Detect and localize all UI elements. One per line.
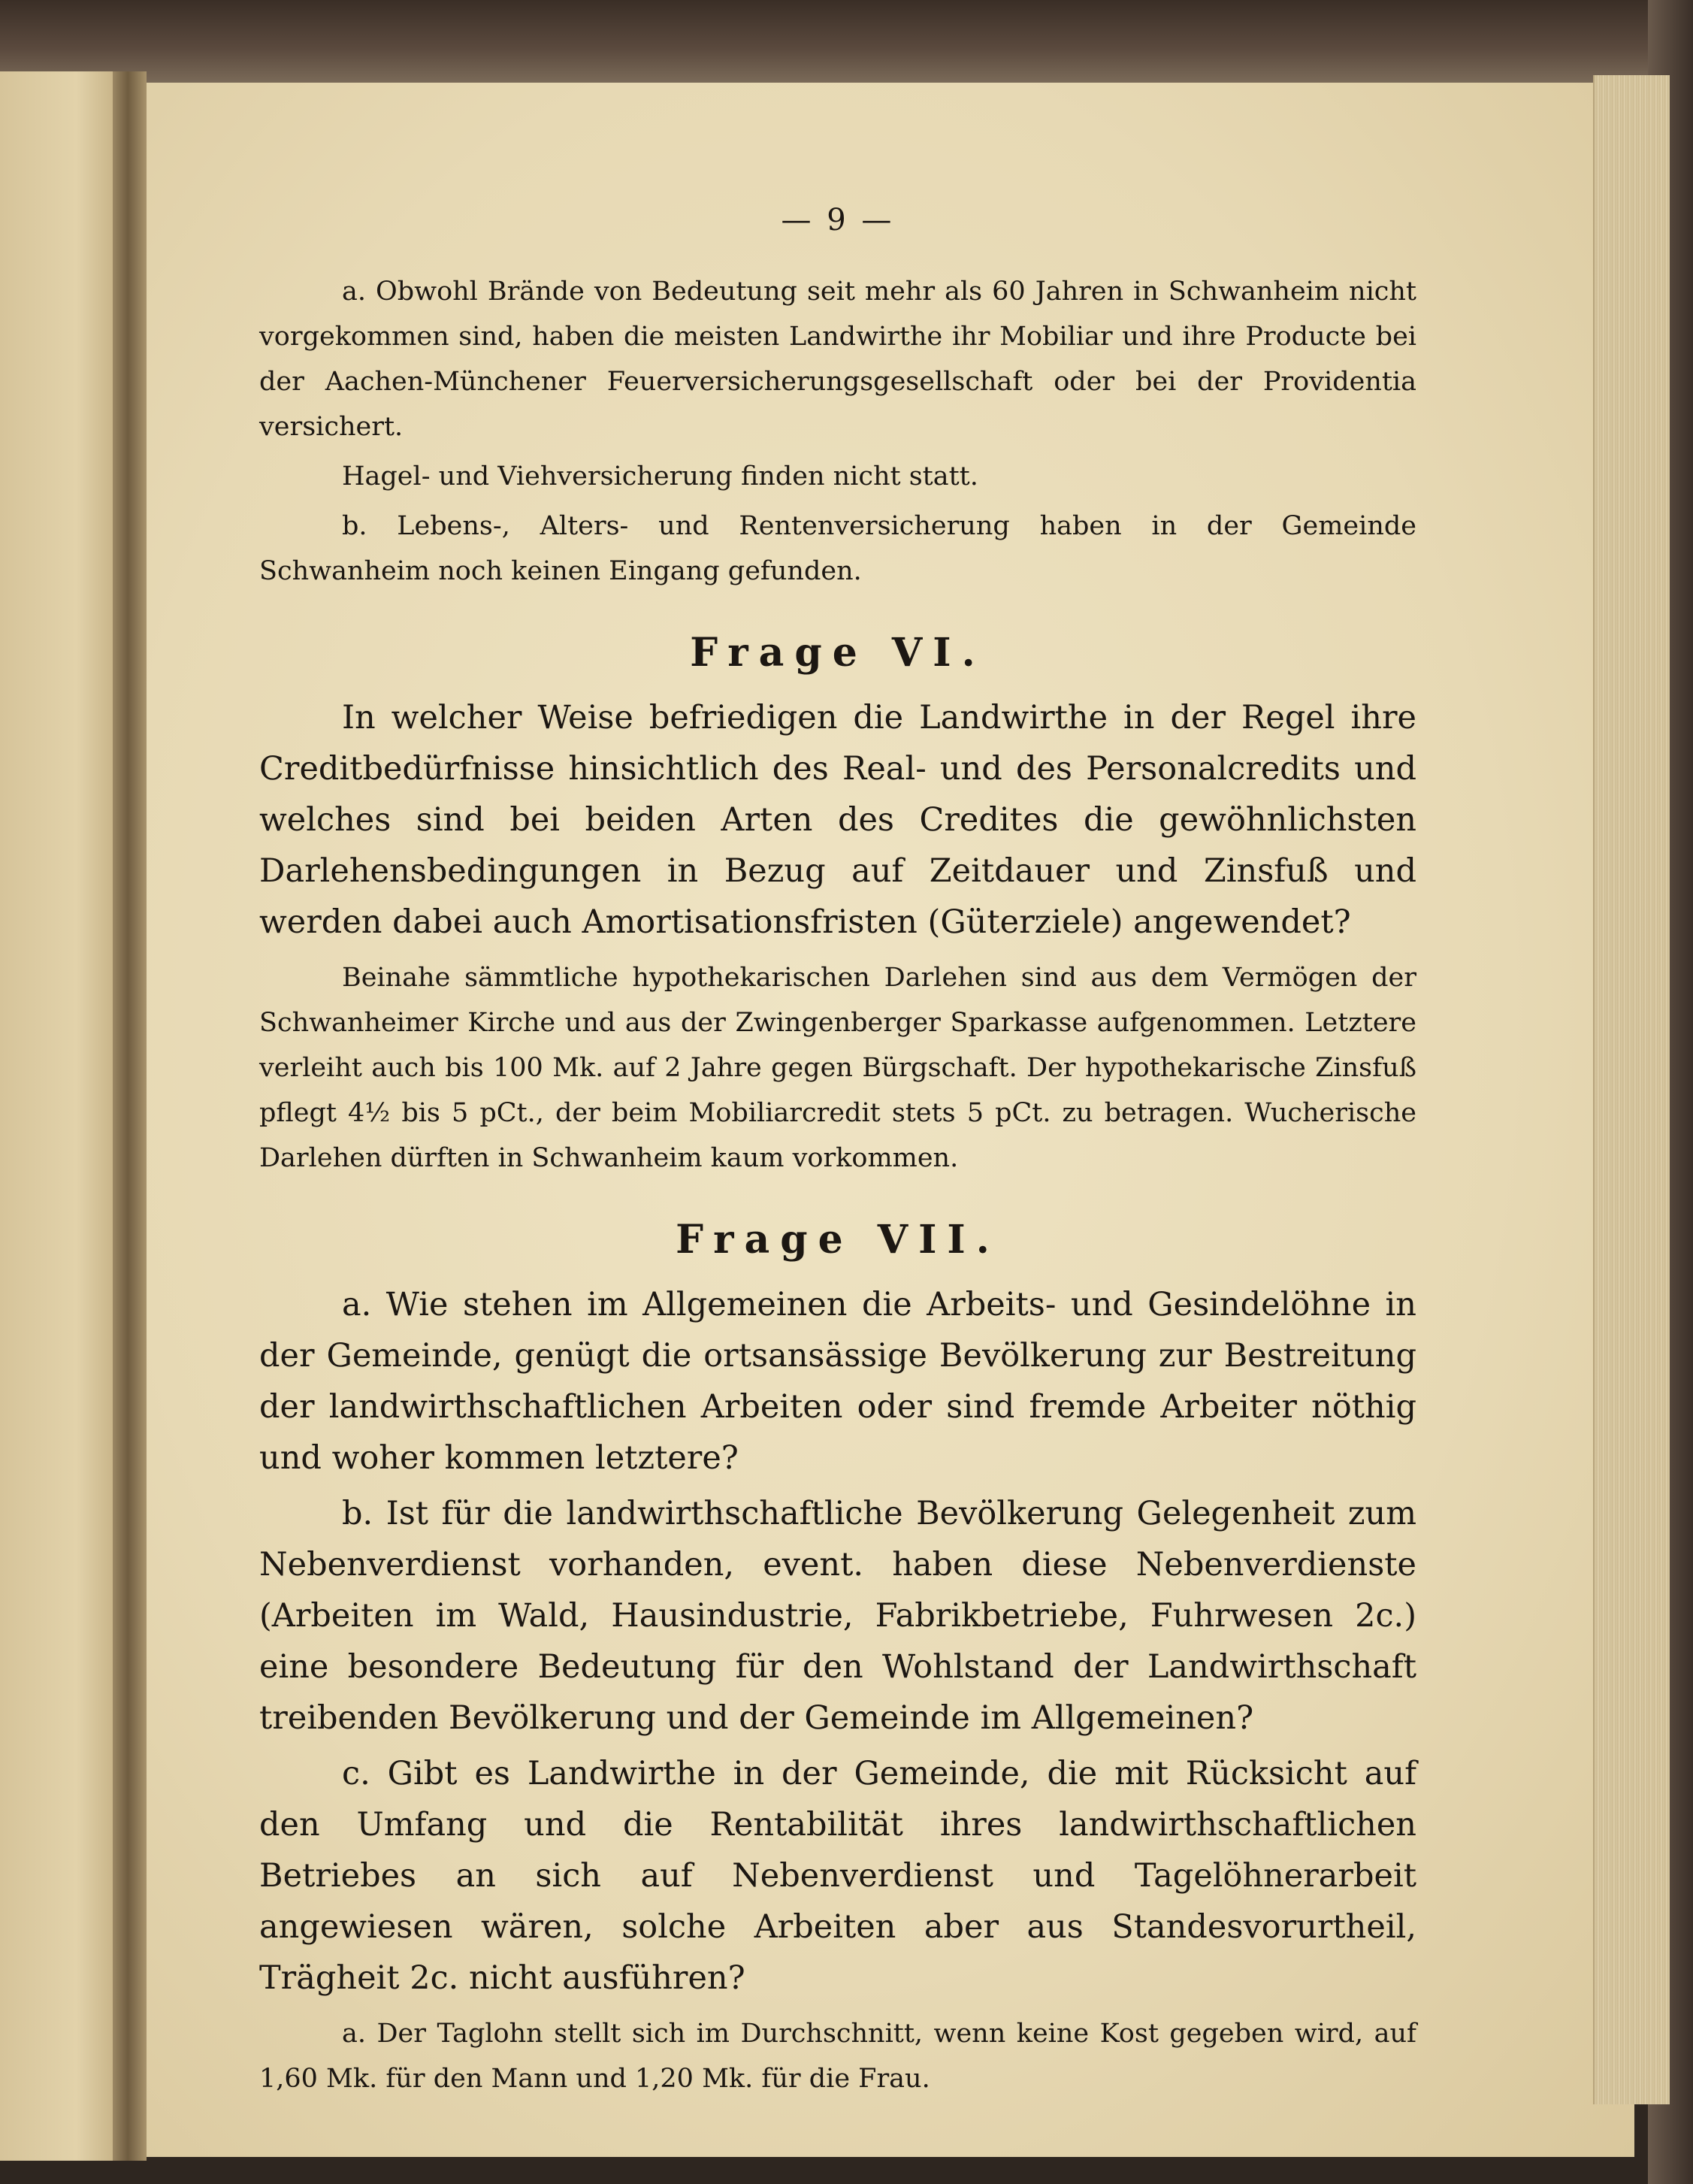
intro-answer-b: b. Lebens-, Alters- und Rentenversicherung haben in der Gemeinde Schwanheim noch keinen Eingang gefunden. bbox=[259, 511, 1416, 586]
page-number: — 9 — bbox=[781, 203, 895, 237]
page-fore-edge bbox=[1593, 75, 1670, 2104]
frage-vii-question-c: c. Gibt es Landwirthe in der Gemeinde, die mit Rücksicht auf den Umfang und die Rentabilität ihres landwirthschaftlichen Betriebes an sich auf Nebenverdienst und Tagelöhnerarbeit angewiesen wären, solche Arbeiten aber aus Standesvorurtheil, Trägheit 2c. nicht ausführen? bbox=[259, 1755, 1416, 1997]
frage-vii-answer-a: a. Der Taglohn stellt sich im Durchschnitt, wenn keine Kost gegeben wird, auf 1,60 Mk. für den Mann und 1,20 Mk. für die Frau. bbox=[259, 2019, 1416, 2094]
page-text bbox=[259, 203, 1416, 2101]
frage-vii-heading: Frage VII. bbox=[676, 1217, 1000, 1263]
frage-vi-heading: Frage VI. bbox=[690, 630, 986, 676]
intro-answer-a2: Hagel- und Viehversicherung finden nicht statt. bbox=[342, 461, 978, 492]
book-cover-top bbox=[0, 0, 1693, 83]
frage-vii-question-b: b. Ist für die landwirthschaftliche Bevölkerung Gelegenheit zum Nebenverdienst vorhanden, event. haben diese Nebenverdienste (Arbeiten im Wald, Hausindustrie, Fabrikbetriebe, Fuhrwesen 2c.) eine besondere Bedeutung für den Wohlstand der Landwirthschaft treibenden Bevölkerung und der Gemeinde im Allgemeinen? bbox=[259, 1495, 1416, 1737]
left-page-edge bbox=[0, 71, 128, 2161]
frage-vi-answer: Beinahe sämmtliche hypothekarischen Darlehen sind aus dem Vermögen der Schwanheimer Kirche und aus der Zwingenberger Sparkasse aufgenommen. Letztere verleiht auch bis 100 Mk. auf 2 Jahre gegen Bürgschaft. Der hypothekarische Zinsfuß pflegt 4½ bis 5 pCt., der beim Mobiliarcredit stets 5 pCt. zu betragen. Wucherische Darlehen dürften in Schwanheim kaum vorkommen. bbox=[259, 963, 1416, 1173]
intro-answer-a: a. Obwohl Brände von Bedeutung seit mehr als 60 Jahren in Schwanheim nicht vorgekommen sind, haben die meisten Landwirthe ihr Mobiliar und ihre Producte bei der Aachen-Münchener Feuerversicherungsgesellschaft oder bei der Providentia versichert. bbox=[259, 277, 1416, 442]
frage-vi-question: In welcher Weise befriedigen die Landwirthe in der Regel ihre Creditbedürfnisse hinsichtlich des Real- und des Personalcredits und welches sind bei beiden Arten des Credites die gewöhnlichsten Darlehensbedingungen in Bezug auf Zeitdauer und Zinsfuß und werden dabei auch Amortisationsfristen (Güterziele) angewendet? bbox=[259, 699, 1416, 941]
frage-vii-question-a: a. Wie stehen im Allgemeinen die Arbeits- und Gesindelöhne in der Gemeinde, genügt die ortsansässige Bevölkerung zur Bestreitung der landwirthschaftlichen Arbeiten oder sind fremde Arbeiter nöthig und woher kommen letztere? bbox=[259, 1286, 1416, 1477]
book-gutter bbox=[113, 71, 147, 2161]
